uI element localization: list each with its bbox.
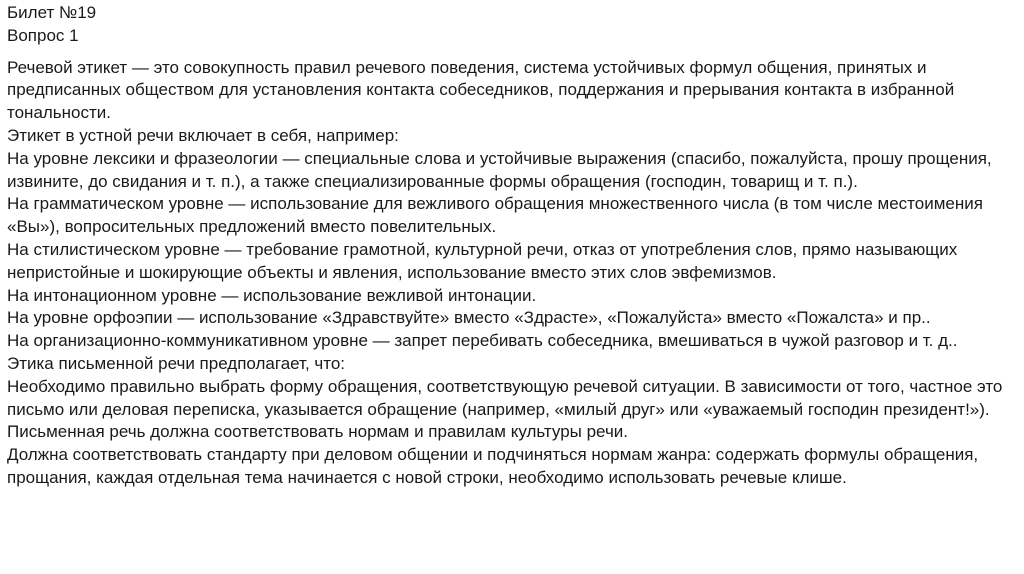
paragraph-address-form: Необходимо правильно выбрать форму обращения, соответствующую речевой ситуации. В зависимости от того, частное это письмо или деловая переписка, указывается обращение (например, «милый друг» или «уважаемый господин президент!»). <box>7 376 1003 419</box>
question-title: Вопрос 1 <box>7 25 79 45</box>
paragraph-lexical-level: На уровне лексики и фразеологии — специальные слова и устойчивые выражения (спасибо, пожалуйста, прошу прощения, извините, до свидания и т. п.), а также специализированные формы обращения (господин, товарищ и т. п.). <box>7 148 992 191</box>
spacer <box>7 48 1017 57</box>
paragraph-written-intro: Этика письменной речи предполагает, что: <box>7 353 346 373</box>
paragraph-intonation-level: На интонационном уровне — использование вежливой интонации. <box>7 285 537 305</box>
paragraph-definition: Речевой этикет — это совокупность правил речевого поведения, система устойчивых формул общения, принятых и предписанных обществом для установления контакта собеседников, поддержания и прерывания контакта в избранной тональности. <box>7 57 955 123</box>
ticket-title: Билет №19 <box>7 3 97 22</box>
paragraph-oral-intro: Этикет в устной речи включает в себя, например: <box>7 125 399 145</box>
paragraph-grammatical-level: На грамматическом уровне — использование для вежливого обращения множественного числа (в том числе местоимения «Вы»), вопросительных предложений вместо повелительных. <box>7 194 983 237</box>
paragraph-orthoepy-level: На уровне орфоэпии — использование «Здравствуйте» вместо «Здрасте», «Пожалуйста» вместо «Пожалста» и пр.. <box>7 308 931 328</box>
slide-content <box>7 2 1017 490</box>
paragraph-culture-norms: Письменная речь должна соответствовать нормам и правилам культуры речи. <box>7 422 629 442</box>
paragraph-stylistic-level: На стилистическом уровне — требование грамотной, культурной речи, отказ от употребления слов, прямо называющих непристойные и шокирующие объекты и явления, использование вместо этих слов эвфемизмов. <box>7 239 958 282</box>
paragraph-communicative-level: На организационно-коммуникативном уровне — запрет перебивать собеседника, вмешиваться в чужой разговор и т. д.. <box>7 331 958 351</box>
paragraph-business-standard: Должна соответствовать стандарту при деловом общении и подчиняться нормам жанра: содержать формулы обращения, прощания, каждая отдельная тема начинается с новой строки, необходимо использовать речевые клише. <box>7 445 979 487</box>
